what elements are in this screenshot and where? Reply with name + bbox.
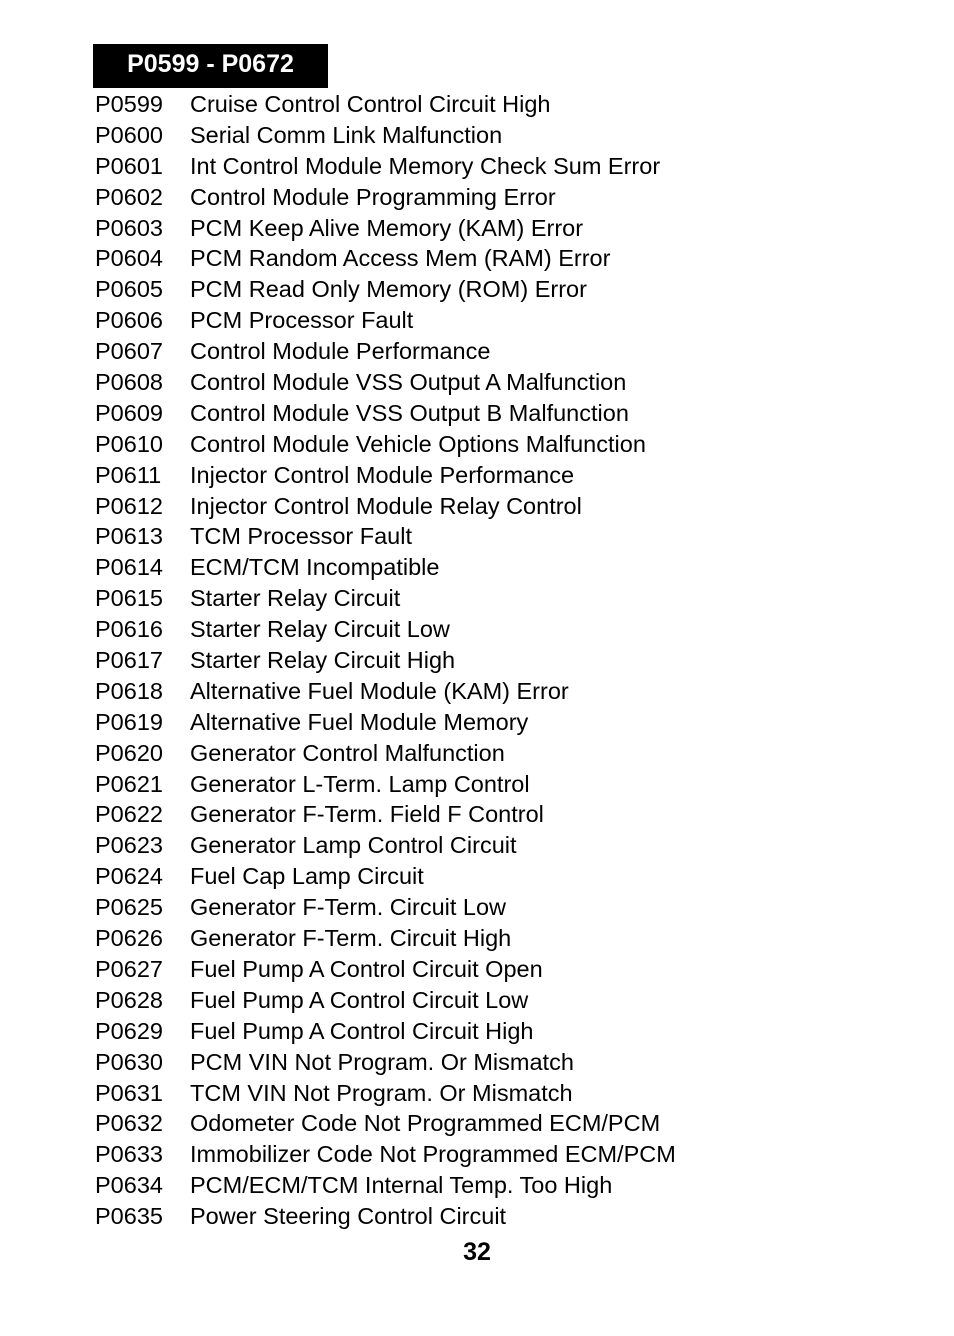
- page-number: 32: [463, 1238, 491, 1266]
- section-range-header: [93, 44, 328, 88]
- dtc-code: P0625: [95, 894, 163, 921]
- dtc-code: P0634: [95, 1172, 163, 1199]
- dtc-description: Immobilizer Code Not Programmed ECM/PCM: [190, 1141, 676, 1168]
- code-row: [95, 398, 676, 429]
- dtc-description: Control Module VSS Output B Malfunction: [190, 399, 629, 426]
- code-row: [95, 1047, 676, 1078]
- dtc-code: P0603: [95, 214, 163, 241]
- code-row: [95, 243, 676, 274]
- code-row: [95, 1170, 676, 1201]
- code-row: [95, 182, 676, 213]
- code-row: [95, 707, 676, 738]
- dtc-description: Fuel Pump A Control Circuit Open: [190, 955, 543, 982]
- dtc-description: Starter Relay Circuit: [190, 585, 401, 612]
- dtc-description: Generator F-Term. Circuit High: [190, 925, 512, 952]
- dtc-code: P0599: [95, 91, 163, 117]
- dtc-code: P0616: [95, 616, 163, 643]
- dtc-code: P0623: [95, 832, 163, 859]
- code-row: [95, 676, 676, 707]
- code-row: [95, 274, 676, 305]
- code-row: [95, 1108, 676, 1139]
- dtc-code: P0632: [95, 1110, 163, 1137]
- dtc-code: P0622: [95, 801, 163, 828]
- dtc-description: TCM Processor Fault: [190, 523, 412, 550]
- dtc-code: P0617: [95, 647, 163, 674]
- dtc-code: P0602: [95, 183, 163, 210]
- dtc-description: Fuel Cap Lamp Circuit: [190, 863, 424, 890]
- dtc-code: P0611: [95, 461, 162, 488]
- dtc-code: P0613: [95, 523, 163, 550]
- dtc-description: PCM Read Only Memory (ROM) Error: [190, 276, 587, 303]
- dtc-description: Starter Relay Circuit Low: [190, 616, 450, 643]
- dtc-description: Generator F-Term. Field F Control: [190, 801, 544, 828]
- dtc-code: P0605: [95, 276, 163, 303]
- dtc-code: P0629: [95, 1017, 163, 1044]
- dtc-description: PCM/ECM/TCM Internal Temp. Too High: [190, 1172, 613, 1199]
- dtc-description: Generator Control Malfunction: [190, 739, 505, 766]
- dtc-description: PCM Random Access Mem (RAM) Error: [190, 245, 611, 272]
- code-row: [95, 552, 676, 583]
- dtc-description: Injector Control Module Relay Control: [190, 492, 582, 519]
- dtc-description: PCM Processor Fault: [190, 307, 414, 334]
- code-row: [95, 1201, 676, 1232]
- dtc-code: P0635: [95, 1203, 163, 1230]
- dtc-code: P0621: [95, 770, 163, 797]
- dtc-code: P0630: [95, 1048, 163, 1075]
- dtc-description: Serial Comm Link Malfunction: [190, 121, 503, 148]
- dtc-code: P0615: [95, 585, 163, 612]
- dtc-code: P0633: [95, 1141, 163, 1168]
- code-row: [95, 460, 676, 491]
- dtc-description: Control Module Vehicle Options Malfunction: [190, 430, 646, 457]
- dtc-description: ECM/TCM Incompatible: [190, 554, 440, 581]
- dtc-description: Fuel Pump A Control Circuit Low: [190, 986, 529, 1013]
- dtc-code: P0609: [95, 399, 163, 426]
- code-row: [95, 954, 676, 985]
- dtc-description: Control Module Performance: [190, 338, 491, 365]
- code-row: [95, 769, 676, 800]
- code-row: [95, 151, 676, 182]
- dtc-code: P0626: [95, 925, 163, 952]
- code-row: [95, 521, 676, 552]
- dtc-code: P0604: [95, 245, 163, 272]
- code-row: [95, 1016, 676, 1047]
- dtc-code: P0618: [95, 677, 163, 704]
- code-row: [95, 799, 676, 830]
- dtc-code: P0608: [95, 369, 163, 396]
- code-row: [95, 491, 676, 522]
- dtc-description: Int Control Module Memory Check Sum Error: [190, 152, 661, 179]
- dtc-description: Alternative Fuel Module (KAM) Error: [190, 677, 569, 704]
- dtc-description: Starter Relay Circuit High: [190, 647, 456, 674]
- dtc-code: P0627: [95, 955, 163, 982]
- code-row: [95, 1078, 676, 1109]
- dtc-description: Fuel Pump A Control Circuit High: [190, 1017, 534, 1044]
- dtc-description: Cruise Control Control Circuit High: [190, 91, 551, 117]
- code-row: [95, 645, 676, 676]
- code-row: [95, 923, 676, 954]
- code-row: [95, 120, 676, 151]
- dtc-code: P0619: [95, 708, 163, 735]
- dtc-description: PCM Keep Alive Memory (KAM) Error: [190, 214, 584, 241]
- code-row: [95, 614, 676, 645]
- code-row: [95, 830, 676, 861]
- dtc-code: P0610: [95, 430, 163, 457]
- code-row: [95, 305, 676, 336]
- dtc-description: PCM VIN Not Program. Or Mismatch: [190, 1048, 574, 1075]
- dtc-description: Control Module VSS Output A Malfunction: [190, 369, 627, 396]
- dtc-description: Control Module Programming Error: [190, 183, 556, 210]
- code-row: [95, 985, 676, 1016]
- dtc-description: Generator F-Term. Circuit Low: [190, 894, 507, 921]
- dtc-code-list: [95, 89, 676, 1232]
- dtc-description: Power Steering Control Circuit: [190, 1203, 507, 1230]
- dtc-code: P0601: [95, 152, 163, 179]
- code-row: [95, 861, 676, 892]
- code-row: [95, 213, 676, 244]
- dtc-description: TCM VIN Not Program. Or Mismatch: [190, 1079, 573, 1106]
- dtc-description: Generator L-Term. Lamp Control: [190, 770, 530, 797]
- dtc-code: P0612: [95, 492, 163, 519]
- dtc-code: P0628: [95, 986, 163, 1013]
- section-range-label: P0599 - P0672: [127, 49, 294, 78]
- dtc-code: P0607: [95, 338, 163, 365]
- dtc-code: P0631: [95, 1079, 163, 1106]
- code-row: [95, 738, 676, 769]
- dtc-code: P0624: [95, 863, 163, 890]
- code-row: [95, 429, 676, 460]
- dtc-code: P0600: [95, 121, 163, 148]
- code-row: [95, 89, 676, 120]
- dtc-description: Odometer Code Not Programmed ECM/PCM: [190, 1110, 661, 1137]
- dtc-description: Generator Lamp Control Circuit: [190, 832, 517, 859]
- dtc-code: P0614: [95, 554, 163, 581]
- code-row: [95, 892, 676, 923]
- code-row: [95, 336, 676, 367]
- dtc-description: Alternative Fuel Module Memory: [190, 708, 529, 735]
- code-row: [95, 1139, 676, 1170]
- dtc-code: P0620: [95, 739, 163, 766]
- dtc-code: P0606: [95, 307, 163, 334]
- code-row: [95, 367, 676, 398]
- dtc-description: Injector Control Module Performance: [190, 461, 575, 488]
- code-row: [95, 583, 676, 614]
